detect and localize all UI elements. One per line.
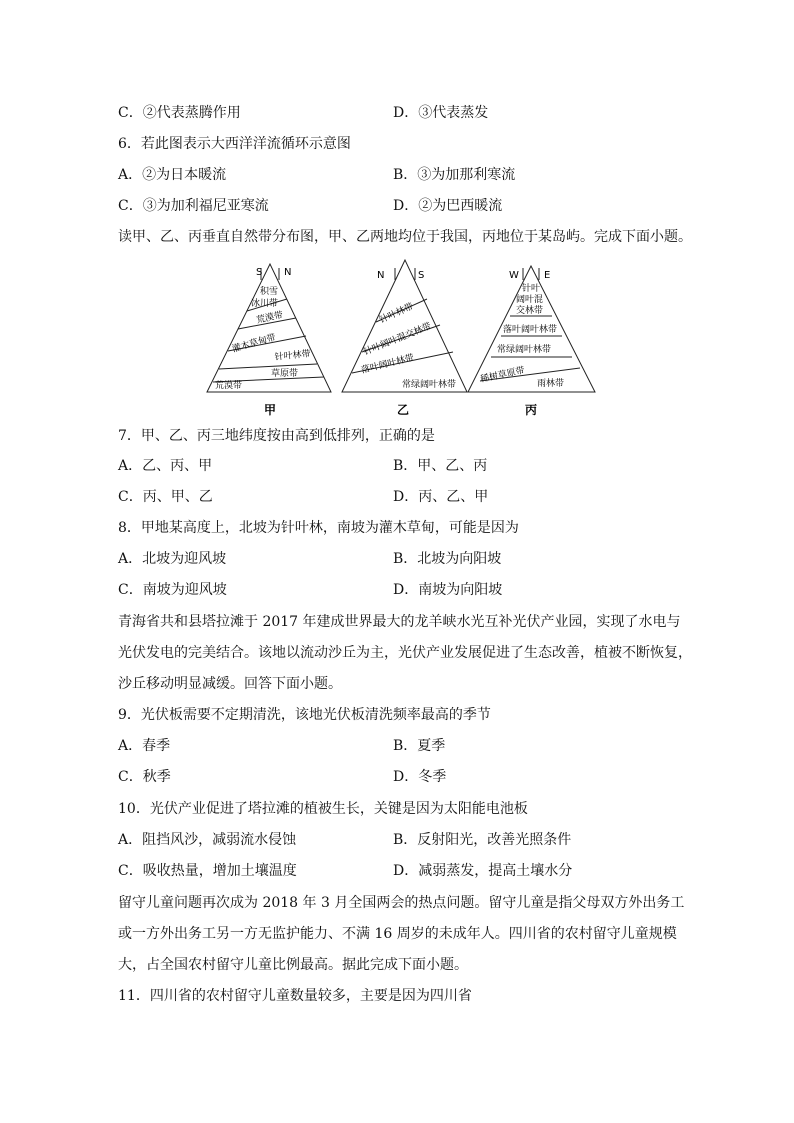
vertical-zone-figure xyxy=(205,256,605,420)
jia-zone-2: 冰川带 xyxy=(251,299,279,309)
q8-stem: 8．甲地某高度上，北坡为针叶林，南坡为灌木草甸，可能是因为 xyxy=(118,520,519,536)
q6-option-a: A．②为日本暖流 xyxy=(118,167,227,183)
intro-vertical-zones: 读甲、乙、丙垂直自然带分布图，甲、乙两地均位于我国，丙地位于某岛屿。完成下面小题。 xyxy=(118,229,692,245)
q11-stem: 11．四川省的农村留守儿童数量较多，主要是因为四川省 xyxy=(118,988,472,1004)
jia-zone-6: 草原带 xyxy=(271,369,299,379)
bing-zone-3: 交林带 xyxy=(516,306,544,316)
jia-dir-right: N xyxy=(284,267,292,278)
caption-yi: 乙 xyxy=(397,403,410,417)
intro-children-line-3: 大，占全国农村留守儿童比例最高。据此完成下面小题。 xyxy=(118,957,468,973)
q9-option-d: D．冬季 xyxy=(393,769,447,785)
bing-zone-7: 雨林带 xyxy=(537,379,565,389)
q9-stem: 9．光伏板需要不定期清洗，该地光伏板清洗频率最高的季节 xyxy=(118,707,491,723)
intro-solar-line-3: 沙丘移动明显减缓。回答下面小题。 xyxy=(118,676,342,692)
q7-stem: 7．甲、乙、丙三地纬度按由高到低排列，正确的是 xyxy=(118,428,435,444)
yi-zone-3: 落叶阔叶林带 xyxy=(360,353,416,376)
q10-option-b: B．反射阳光，改善光照条件 xyxy=(393,832,572,848)
intro-solar-line-1: 青海省共和县塔拉滩于 2017 年建成世界最大的龙羊峡水光互补光伏产业园，实现了水电与 xyxy=(118,614,681,630)
q7-option-d: D．丙、乙、甲 xyxy=(393,489,489,505)
bing-dir-right: E xyxy=(544,270,551,281)
bing-zone-2: 阔叶混 xyxy=(516,295,544,305)
q6-option-d: D．②为巴西暖流 xyxy=(393,198,503,214)
jia-zone-5: 针叶林带 xyxy=(274,349,312,363)
q7-option-c: C．丙、甲、乙 xyxy=(118,489,213,505)
q9-option-c: C．秋季 xyxy=(118,769,171,785)
jia-zone-7: 荒漠带 xyxy=(215,381,243,391)
intro-solar-line-2: 光伏发电的完美结合。该地以流动沙丘为主，光伏产业发展促进了生态改善，植被不断恢复， xyxy=(118,645,692,661)
q6-option-b: B．③为加那利寒流 xyxy=(393,167,516,183)
q8-option-b: B．北坡为向阳坡 xyxy=(393,551,502,567)
bing-dir-left: W xyxy=(509,270,519,281)
q5-option-c: C．②代表蒸腾作用 xyxy=(118,105,241,121)
bing-zone-4: 落叶阔叶林带 xyxy=(503,325,558,335)
q7-option-a: A．乙、丙、甲 xyxy=(118,458,213,474)
jia-dir-left: S xyxy=(256,267,263,278)
intro-children-line-1: 留守儿童问题再次成为 2018 年 3 月全国两会的热点问题。留守儿童是指父母双方外出务工 xyxy=(118,895,685,911)
yi-zone-4: 常绿阔叶林带 xyxy=(402,380,457,390)
caption-jia: 甲 xyxy=(264,403,277,417)
yi-dir-left: N xyxy=(377,270,385,281)
q5-option-d: D．③代表蒸发 xyxy=(393,105,489,121)
jia-zone-3: 荒漠带 xyxy=(255,310,285,326)
q6-stem: 6．若此图表示大西洋洋流循环示意图 xyxy=(118,136,351,152)
q8-option-c: C．南坡为迎风坡 xyxy=(118,582,227,598)
q10-option-a: A．阻挡风沙，减弱流水侵蚀 xyxy=(118,832,297,848)
yi-zone-1: 针叶林带 xyxy=(378,301,416,326)
bing-zone-5: 常绿阔叶林带 xyxy=(497,345,552,355)
mountain-yi xyxy=(342,260,467,392)
q10-option-d: D．减弱蒸发，提高土壤水分 xyxy=(393,863,573,879)
q6-option-c: C．③为加利福尼亚寒流 xyxy=(118,198,269,214)
yi-zone-2: 针叶阔叶混交林带 xyxy=(362,321,433,358)
bing-zone-1: 针叶 xyxy=(522,284,541,294)
mountain-jia xyxy=(207,264,331,392)
q10-stem: 10．光伏产业促进了塔拉滩的植被生长，关键是因为太阳能电池板 xyxy=(118,801,528,817)
q10-option-c: C．吸收热量，增加土壤温度 xyxy=(118,863,297,879)
q9-option-b: B．夏季 xyxy=(393,738,446,754)
yi-dir-right: S xyxy=(418,270,425,281)
q7-option-b: B．甲、乙、丙 xyxy=(393,458,488,474)
q9-option-a: A．春季 xyxy=(118,738,171,754)
q8-option-d: D．南坡为向阳坡 xyxy=(393,582,503,598)
jia-zone-4: 灌木草甸带 xyxy=(231,332,278,355)
bing-zone-6: 稀树草原带 xyxy=(479,365,526,385)
q8-option-a: A．北坡为迎风坡 xyxy=(118,551,227,567)
intro-children-line-2: 或一方外出务工另一方无监护能力、不满 16 周岁的未成年人。四川省的农村留守儿童规模 xyxy=(118,926,677,942)
caption-bing: 丙 xyxy=(525,403,538,417)
jia-zone-1: 积雪 xyxy=(260,287,279,297)
